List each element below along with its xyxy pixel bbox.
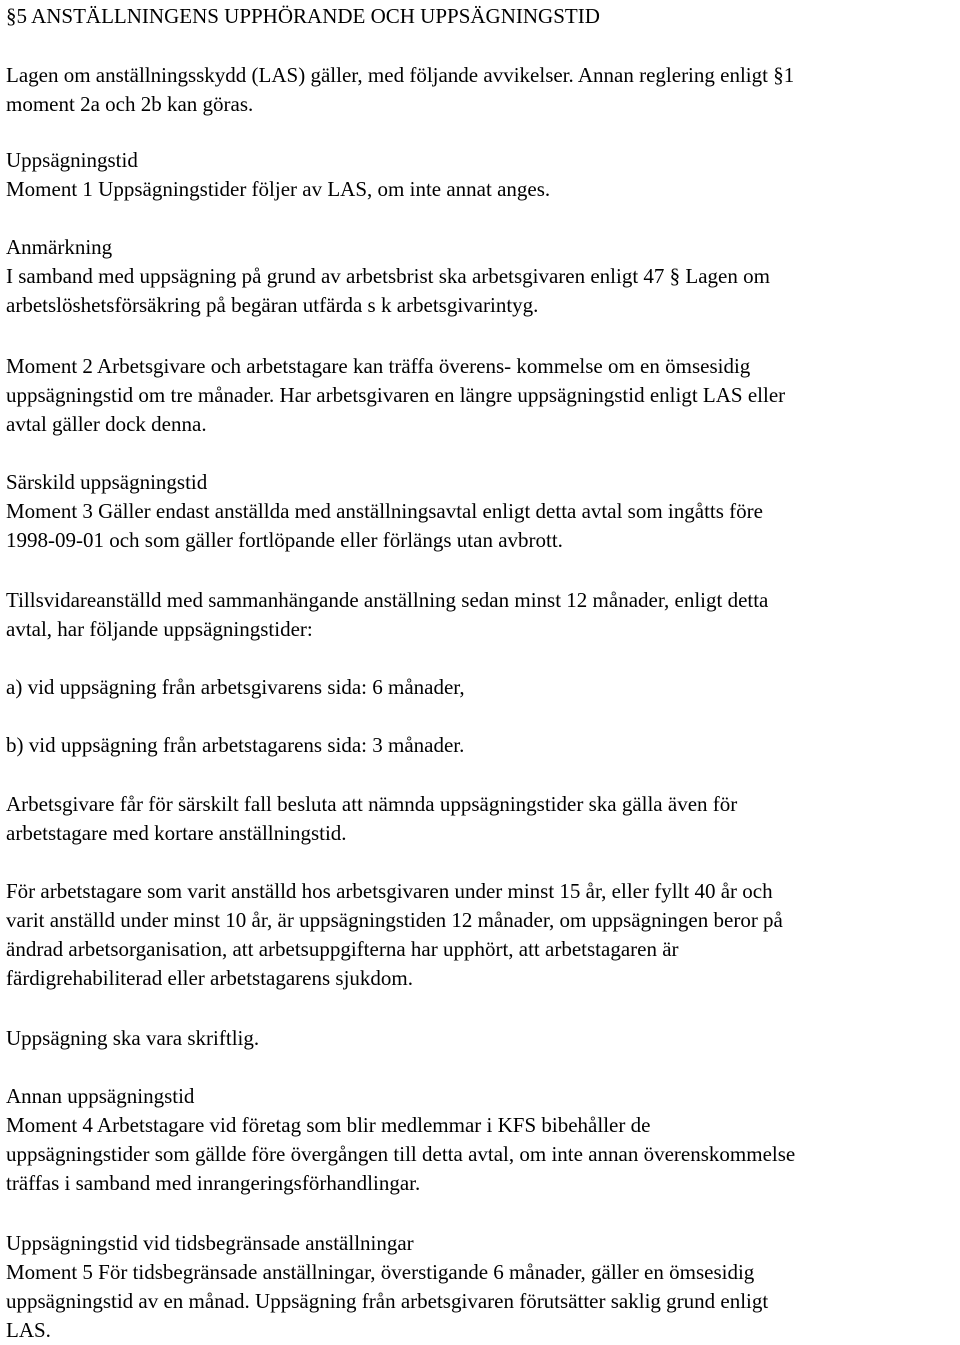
list-item-text: b) vid uppsägning från arbetstagarens sida: 3 månader. [6, 733, 465, 757]
subsection-title: Särskild uppsägningstid [6, 470, 208, 494]
paragraph-line: uppsägningstid av en månad. Uppsägning från arbetsgivaren förutsätter saklig grund enligt [6, 1289, 769, 1313]
section-heading [6, 2, 956, 31]
paragraph-line: moment 2a och 2b kan göras. [6, 92, 254, 116]
paragraph-line: För arbetstagare som varit anställd hos arbetsgivaren under minst 15 år, eller fyllt 40 år och [6, 879, 773, 903]
moment2-paragraph [6, 352, 956, 439]
list-item-a [6, 673, 956, 702]
skriftlig-paragraph [6, 1024, 956, 1053]
paragraph-line: 1998-09-01 och som gäller fortlöpande eller förlängs utan avbrott. [6, 528, 563, 552]
paragraph-line: I samband med uppsägning på grund av arbetsbrist ska arbetsgivaren enligt 47 § Lagen om [6, 264, 770, 288]
paragraph-line: Uppsägning ska vara skriftlig. [6, 1026, 260, 1050]
heading-text: §5 ANSTÄLLNINGENS UPPHÖRANDE OCH UPPSÄGNINGSTID [6, 4, 600, 28]
paragraph-line: träffas i samband med inrangeringsförhandlingar. [6, 1171, 421, 1195]
uppsagningstid-section [6, 146, 956, 204]
subsection-title: Uppsägningstid vid tidsbegränsade anställningar [6, 1231, 414, 1255]
paragraph-line: Tillsvidareanställd med sammanhängande anställning sedan minst 12 månader, enligt detta [6, 588, 769, 612]
tillsvidare-paragraph [6, 586, 956, 644]
intro-paragraph [6, 61, 956, 119]
paragraph-line: arbetslöshetsförsäkring på begäran utfärda s k arbetsgivarintyg. [6, 293, 539, 317]
sarskild-section [6, 468, 956, 555]
subsection-title: Uppsägningstid [6, 148, 138, 172]
paragraph-line: avtal, har följande uppsägningstider: [6, 617, 313, 641]
paragraph-line: Moment 2 Arbetsgivare och arbetstagare kan träffa överens- kommelse om en ömsesidig [6, 354, 751, 378]
paragraph-line: Arbetsgivare får för särskilt fall besluta att nämnda uppsägningstider ska gälla även för [6, 792, 738, 816]
annan-section [6, 1082, 956, 1198]
paragraph-line: Moment 3 Gäller endast anställda med anställningsavtal enligt detta avtal som ingåtts före [6, 499, 763, 523]
paragraph-line: uppsägningstid om tre månader. Har arbetsgivaren en längre uppsägningstid enligt LAS eller [6, 383, 786, 407]
sarskilt-fall-paragraph [6, 790, 956, 848]
paragraph-line: Moment 1 Uppsägningstider följer av LAS, om inte annat anges. [6, 177, 551, 201]
paragraph-line: uppsägningstider som gällde före övergången till detta avtal, om inte annan överenskommelse [6, 1142, 796, 1166]
paragraph-line: avtal gäller dock denna. [6, 412, 207, 436]
paragraph-line: ändrad arbetsorganisation, att arbetsuppgifterna har upphört, att arbetstagaren är [6, 937, 679, 961]
list-item-text: a) vid uppsägning från arbetsgivarens sida: 6 månader, [6, 675, 465, 699]
list-item-b [6, 731, 956, 760]
paragraph-line: färdigrehabiliterad eller arbetstagarens sjukdom. [6, 966, 413, 990]
paragraph-line: varit anställd under minst 10 år, är uppsägningstiden 12 månader, om uppsägningen beror på [6, 908, 783, 932]
paragraph-line: LAS. [6, 1318, 51, 1342]
anmarkning-section [6, 233, 956, 320]
subsection-title: Annan uppsägningstid [6, 1084, 195, 1108]
subsection-title: Anmärkning [6, 235, 113, 259]
paragraph-line: arbetstagare med kortare anställningstid. [6, 821, 347, 845]
paragraph-line: Moment 5 För tidsbegränsade anställningar, överstigande 6 månader, gäller en ömsesidig [6, 1260, 755, 1284]
femton-ar-paragraph [6, 877, 956, 993]
paragraph-line: Moment 4 Arbetstagare vid företag som blir medlemmar i KFS bibehåller de [6, 1113, 651, 1137]
paragraph-line: Lagen om anställningsskydd (LAS) gäller, med följande avvikelser. Annan reglering enligt §1 [6, 63, 795, 87]
tidsbegransade-section [6, 1229, 956, 1345]
